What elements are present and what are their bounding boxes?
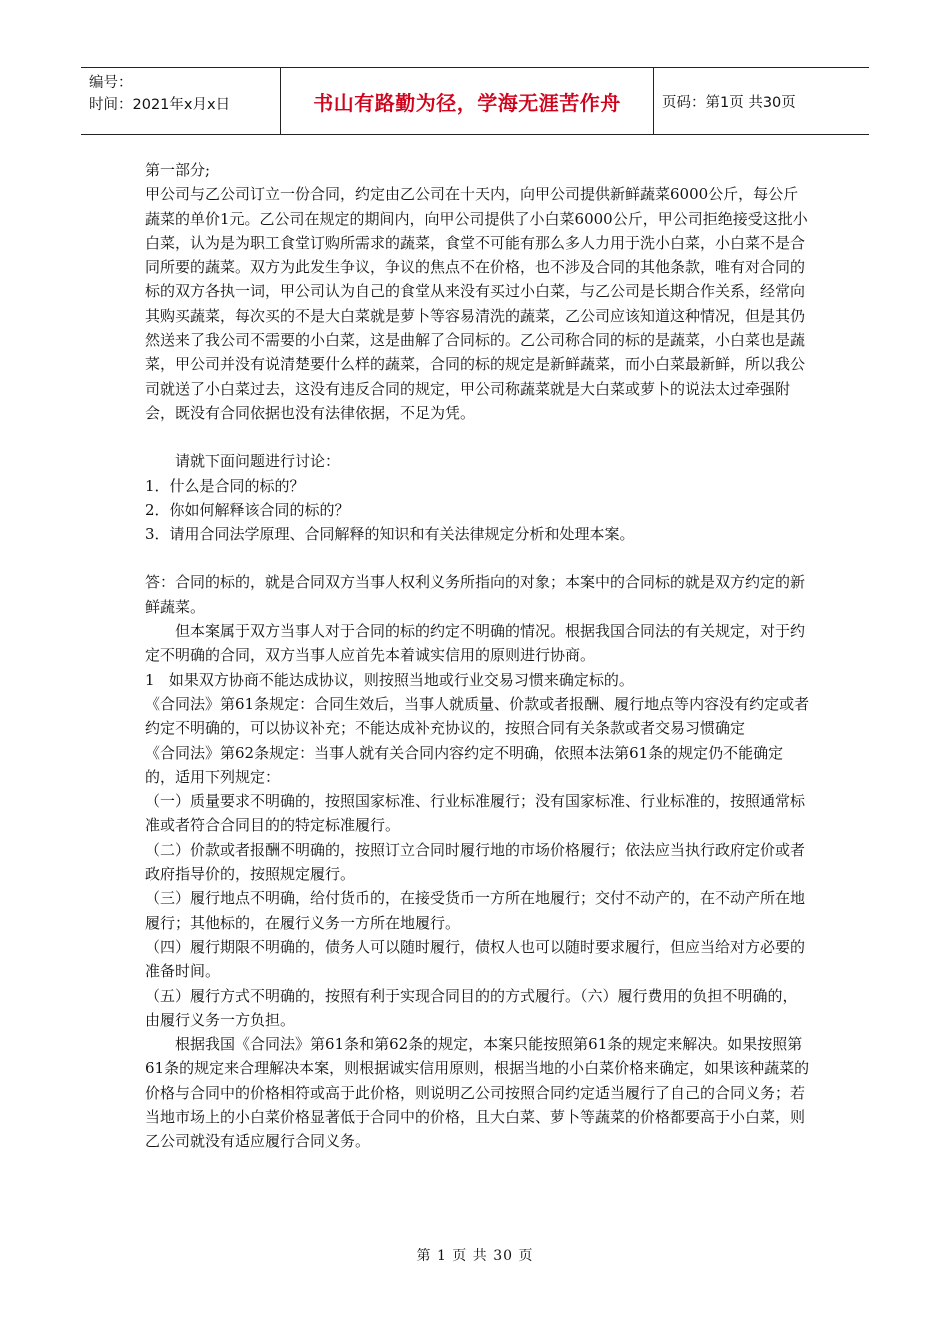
- page-footer: 第 1 页 共 30 页: [416, 1248, 534, 1264]
- spacer: [145, 425, 810, 449]
- question-item: 2．你如何解释该合同的标的？: [145, 500, 350, 519]
- header-page-label: 页码：第1页 共30页: [662, 94, 796, 111]
- rule-item: （三）履行地点不明确，给付货币的，在接受货币一方所在地履行；交付不动产的，在不动产所在地履行；其他标的，在履行义务一方所在地履行。: [145, 889, 806, 932]
- question-item: 1．什么是合同的标的？: [145, 476, 305, 495]
- section-title: 第一部分;: [145, 161, 211, 179]
- article-62-quote: 《合同法》第62条规定：当事人就有关合同内容约定不明确，依照本法第61条的规定仍不能确定的，适用下列规定：: [145, 743, 784, 786]
- spacer: [145, 546, 810, 570]
- page-header: [81, 67, 869, 135]
- header-motto: 书山有路勤为径，学海无涯苦作舟: [281, 68, 654, 134]
- rule-item: （四）履行期限不明确的，债务人可以随时履行，债权人也可以随时要求履行，但应当给对方必要的准备时间。: [145, 937, 806, 981]
- question-item: 3．请用合同法学原理、合同解释的知识和有关法律规定分析和处理本案。: [145, 525, 635, 544]
- document-body: [145, 158, 810, 1154]
- rule-item: （一）质量要求不明确的，按照国家标准、行业标准履行；没有国家标准、行业标准的，按照通常标准或者符合合同目的的特定标准履行。: [145, 792, 806, 835]
- rule-item: （二）价款或者报酬不明确的，按照订立合同时履行地的市场价格履行；依法应当执行政府定价或者政府指导价的，按照规定履行。: [145, 840, 806, 884]
- document-number-label: 编号：: [89, 75, 133, 91]
- header-left-cell: [81, 68, 281, 134]
- rule-item: （五）履行方式不明确的，按照有利于实现合同目的的方式履行。（六）履行费用的负担不明确的，由履行义务一方负担。: [145, 986, 798, 1029]
- case-paragraph: 甲公司与乙公司订立一份合同，约定由乙公司在十天内，向甲公司提供新鲜蔬菜6000公斤，每公斤蔬菜的单价1元。乙公司在规定的期间内，向甲公司提供了小白菜6000公斤，甲公司拒绝接受这批小白菜，认为是为职工食堂订购所需求的蔬菜，食堂不可能有那么多人力用于洗小白菜，小白菜不是合同所要的蔬菜。双方为此发生争议，争议的焦点不在价格，也不涉及合同的其他条款，唯有对合同的标的双方各执一词，甲公司认为自己的食堂从来没有买过小白菜，与乙公司是长期合作关系，经常向其购买蔬菜，每次买的不是大白菜就是萝卜等容易清洗的蔬菜，乙公司应该知道这种情况，但是其仍然送来了我公司不需要的小白菜，这是曲解了合同标的。乙公司称合同的标的是蔬菜，小白菜也是蔬菜，甲公司并没有说清楚要什么样的蔬菜，合同的标的规定是新鲜蔬菜，而小白菜最新鲜，所以我公司就送了小白菜过去，这没有违反合同的规定，甲公司称蔬菜就是大白菜或萝卜的说法太过牵强附会，既没有合同依据也没有法律依据，不足为凭。: [145, 185, 808, 422]
- answer-paragraph: 1 如果双方协商不能达成协议，则按照当地或行业交易习惯来确定标的。: [145, 670, 634, 689]
- article-61-quote: 《合同法》第61条规定：合同生效后，当事人就质量、价款或者报酬、履行地点等内容没有约定或者约定不明确的，可以协议补充；不能达成补充协议的，按照合同有关条款或者交易习惯确定: [145, 694, 810, 738]
- answer-paragraph: 但本案属于双方当事人对于合同的标的约定不明确的情况。根据我国合同法的有关规定，对于约定不明确的合同，双方当事人应首先本着诚实信用的原则进行协商。: [145, 622, 806, 665]
- answer-paragraph: 答：合同的标的，就是合同双方当事人权利义务所指向的对象；本案中的合同标的就是双方约定的新鲜蔬菜。: [145, 573, 806, 616]
- conclusion-paragraph: 根据我国《合同法》第61条和第62条的规定，本案只能按照第61条的规定来解决。如果按照第61条的规定来合理解决本案，则根据诚实信用原则，根据当地的小白菜价格来确定，如果该种蔬菜的价格与合同中的价格相符或高于此价格，则说明乙公司按照合同约定适当履行了自己的合同义务；若当地市场上的小白菜价格显著低于合同中的价格，且大白菜、萝卜等蔬菜的价格都要高于小白菜，则乙公司就没有适应履行合同义务。: [145, 1035, 810, 1151]
- document-time-label: 时间：2021年x月x日: [89, 97, 231, 113]
- discussion-intro: 请就下面问题进行讨论：: [175, 452, 341, 471]
